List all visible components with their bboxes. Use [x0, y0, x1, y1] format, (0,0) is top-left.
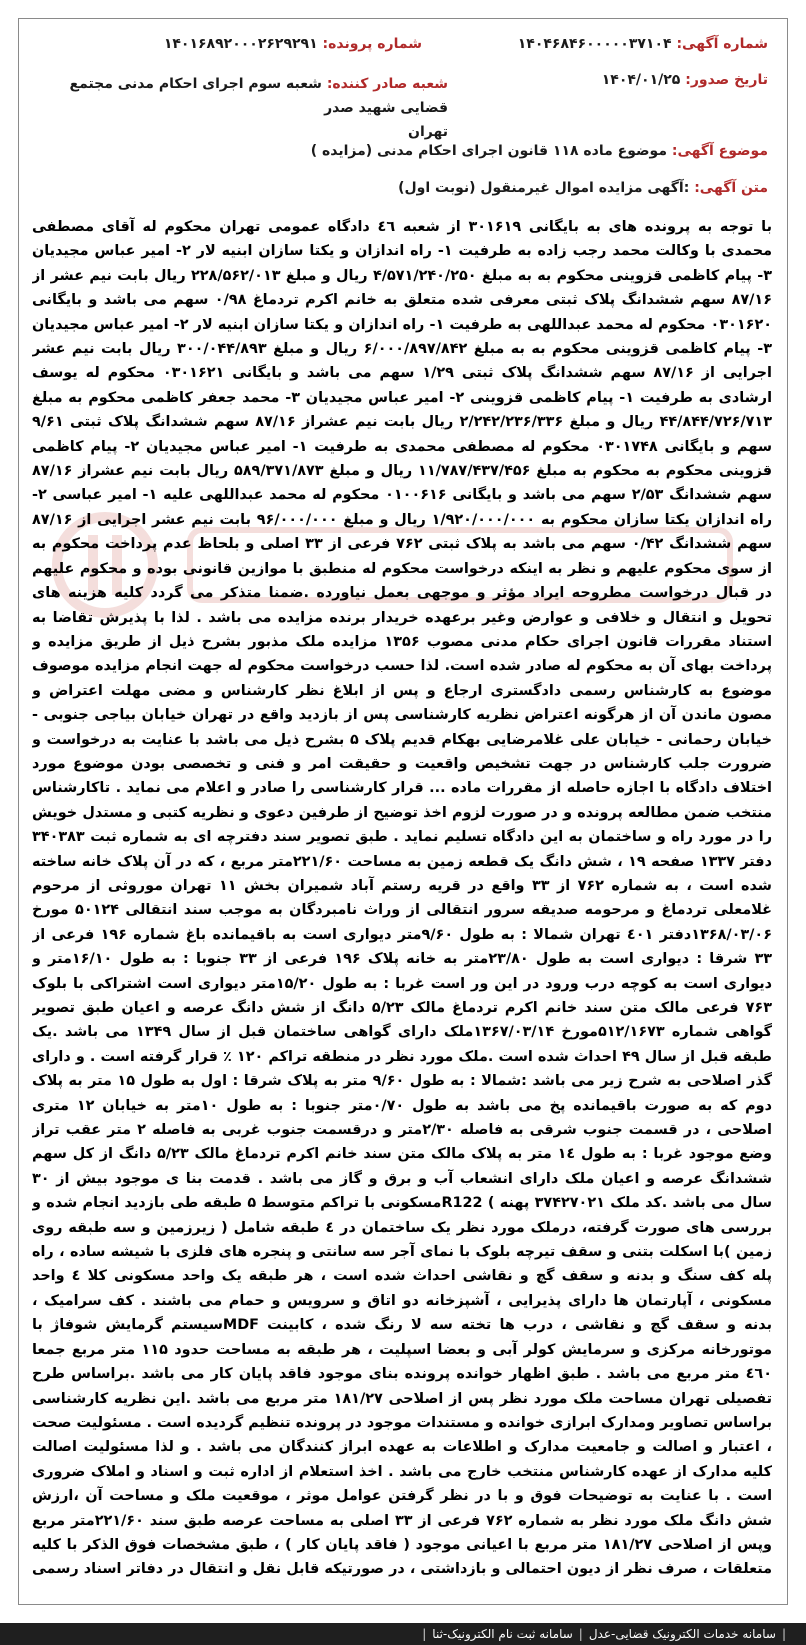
notice-text-title: :آگهی مزایده اموال غیرمنقول (نوبت اول)	[398, 180, 690, 196]
issuing-branch-label: شعبه صادر کننده:	[326, 76, 448, 92]
case-number-label: شماره پرونده:	[322, 36, 422, 52]
issue-date-label: تاریخ صدور:	[685, 72, 768, 88]
notice-text-heading	[398, 180, 768, 196]
notice-text-label: متن آگهی:	[694, 180, 768, 196]
notice-subject-label: موضوع آگهی:	[671, 143, 768, 159]
notice-number-value: ۱۴۰۴۶۸۴۶۰۰۰۰۰۳۷۱۰۴	[517, 36, 672, 52]
notice-body: با توجه به پرونده های به بایگانی ۳۰۱۶۱۹ از شعبه ٤٦ دادگاه عمومی تهران محکوم له آقای مصطفی محمدی با وکالت محمد رجب زاده به طرفیت ۱- راه اندازان و یکتا سازان ابنیه لار ۲- امیر عباس مجیدیان ۳- پیام کاظمی قزوینی محکوم به به مبلغ ۴/۵۷۱/۲۴۰/۲۵۰ ریال و مبلغ ۲۲۸/۵۶۲/۰۱۳ ریال بابت نیم عشر از ۸۷/۱۶ سهم ششدانگ پلاک ثبتی معرفی شده متعلق به خانم اکرم تردماغ ۰/۹۸ سهم می باشد و بایگانی ۰۳۰۱۶۲۰ محکوم له محمد عبداللهی به طرفیت ۱- راه اندازان و یکتا سازان ابنیه لار ۲- امیر عباس مجیدیان ۳- پیام کاظمی قزوینی محکوم به به مبلغ ۶/۰۰۰/۸۹۷/۸۴۲ ریال و مبلغ ۳۰۰/۰۴۴/۸۹۳ ریال بابت نیم عشر اجرایی از ۸۷/۱۶ سهم ششدانگ پلاک ثبتی ۱/۲۹ سهم می باشد و بایگانی ۰۳۰۱۶۲۱ محکوم له یوسف ارشادی به طرفیت ۱- پیام کاظمی قزوینی ۲- امیر عباس مجیدیان ۳- محمد جعفر کاظمی محکوم به مبلغ ۴۴/۸۴۴/۷۲۶/۷۱۳ ریال و مبلغ ۲/۲۴۲/۲۳۶/۳۳۶ ریال بابت نیم عشراز ۸۷/۱۶ سهم ششدانگ پلاک ثبتی ۹/۶۱ سهم و بایگانی ۰۳۰۱۷۴۸ محکوم له مصطفی محمدی به طرفیت ۱- امیر عباس مجیدیان ۲- پیام کاظمی قزوینی محکوم به محکوم به مبلغ ۱۱/۷۸۷/۴۳۷/۴۵۶ ریال و مبلغ ۵۸۹/۳۷۱/۸۷۳ ریال بابت نیم عشراز ۸۷/۱۶ سهم ششدانگ ۲/۵۳ سهم می باشد و بایگانی ۰۱۰۰۶۱۶ محکوم له محمد عبداللهی علیه ۱- امیر عباسی ۲- راه اندازان یکتا سازان محکوم به ۱/۹۲۰/۰۰۰/۰۰۰ ریال و مبلغ ۹۶/۰۰۰/۰۰۰ بابت نیم عشر اجرایی از ۸۷/۱۶ سهم ششدانگ ۰/۴۲ سهم می باشد به پلاک ثبتی ۷۶۲ فرعی از ۳۳ اصلی و بلحاظ عدم پرداخت محکوم به از سوی محکوم علیهم و نظر به اینکه درخواست محکوم له منطبق با موازین قانونی بوده و محکوم علیهم در قبال درخواست مطروحه ایراد مؤثر و موجهی بعمل نیاورده .ضمنا متذکر می گردد کلیه هزینه های تحویل و انتقال و خلافی و عوارض وغیر برعهده خریدار برنده مزایده می باشد . لذا با پذیرش تقاضا به استناد مقررات قانون اجرای حکام مدنی مصوب ۱۳۵۶ مزایده ملک مذبور بشرح ذیل از طریق مزایده و پرداخت بهای آن به محکوم له صادر شده است. لذا حسب درخواست محکوم له جهت انجام مزایده موصوف موضوع به کارشناس رسمی دادگستری ارجاع و پس از ابلاغ نظر کارشناس و مضی مهلت اعتراض و مصون ماندن آن از هرگونه اعتراض نظریه کارشناسی پس از بازدید واقع در تهران خیابان بیاجی جنوبی - خیابان رحمانی - خیابان علی غلامرضایی بهکام قدیم پلاک ۵ بشرح ذیل می باشد با عنایت به درخواست و ضرورت جلب کارشناس در جهت تشخیص واقعیت و حقیقت امر و فنی و تخصصی بودن موضوع مورد اختلاف دادگاه با اجازه حاصله از مقررات ماده ... قرار کارشناسی را صادر و اعلام می نماید . تاکارشناس منتخب ضمن مطالعه پرونده و در صورت لزوم اخذ توضیح از طرفین دعوی و نظریه کتبی و مستدل خویش را در مورد راه و ساختمان به این دادگاه تسلیم نماید . طبق تصویر سند دفترچه ای به شماره ثبت ۳۴۰۳۸۳ دفتر ۱۳۳۷ صفحه ۱۹ ، شش دانگ یک قطعه زمین به مساحت ۲۲۱/۶۰متر مربع ، که در آن پلاک خانه ساخته شده است ، به شماره ۷۶۲ از ۳۳ واقع در قریه رستم آباد شمیران بخش ۱۱ تهران موروثی از مرحوم غلامعلی تردماغ و مرحومه صدیقه سرور انتقالی از وراث نامبردگان به موجب سند انتقالی ۵۰۱۲۴ مورخ ۱۳۶۸/۰۳/۰۶دفتر ٤٠١ تهران شمالا : به طول ۹/۶۰متر دیواری است به باقیمانده باغ شماره ۱۹۶ فرعی از ۳۳ شرقا : دیواری است به طول ۲۳/۸۰متر به خانه پلاک ۱۹۶ فرعی از ۳۳ جنوبا : به طول ۱۶/۱۰متر و دیواری است به کوچه درب ورود در این ور است غربا : به طول ۱۵/۲۰متر دیواری است اشتراکی با بلوک ۷۶۳ فرعی مالک متن سند خانم اکرم تردماغ مالک ۵/۲۳ دانگ از شش دانگ عرصه و اعیان طبق تصویر گواهی شماره ۵۱۲/۱۶۷۳مورخ ۱۳۶۷/۰۳/۱۴ملک دارای گواهی ساختمان قبل از سال ۱۳۴۹ می باشد .یک طبقه قبل از سال ۴۹ احداث شده است .ملک مورد نظر در منطقه تراکم ۱۲۰ ٪ قرار گرفته است . و دارای گذر اصلاحی به شرح زیر می باشد :شمالا : به طول ۹/۶۰ متر به پلاک شرقا : اول به طول ۱۵ متر به پلاک دوم که به صورت باقیمانده پخ می باشد به طول ۰/۷۰متر جنوبا : به طول ۱۰متر به خیابان ۱۲ متری اصلاحی ، در قسمت جنوب شرقی به فاصله ۲/۳۰متر و درقسمت جنوب غربی به فاصله ۲ متر عقب تراز وضع موجود غربا : به طول ۱٤ متر به پلاک مالک متن سند خانم اکرم تردماغ مالک ۵/۲۳ دانگ از کل سهم ششدانگ عرصه و اعیان ملک دارای انشعاب آب و برق و گاز می باشد . قدمت بنا ی موجود بیش از ۳۰ سال می باشد .کد ملک ۳۷۴۲۷۰۲۱ پهنه ) R122مسکونی با تراکم متوسط ۵ طبقه طی بازدید انجام شده و بررسی های صورت گرفته، درملک مورد نظر یک ساختمان در ٤ طبقه شامل ( زیرزمین و سه طبقه روی زمین )با اسکلت بتنی و سقف تیرچه بلوک با نمای آجر سه سانتی و پنجره های فلزی با شیشه ساده ، راه پله کف سنگ و بدنه و سقف گچ و نقاشی احداث شده است ، هر طبقه یک واحد مسکونی کلا ٤ واحد مسکونی ، آپارتمان ها دارای پذیرایی ، آشپزخانه دو اتاق و سرویس و حمام می باشند . کف سرامیک ، بدنه و سقف گچ و نقاشی ، درب ها تخته سه لا رنگ شده ، کابینت MDFسیستم گرمایش شوفاژ با موتورخانه مرکزی و سرمایش کولر آبی و بعضا اسپلیت ، هر طبقه به مساحت حدود ۱۱۵ متر مربع جمعا ٤٦٠ متر مربع می باشد . طبق اظهار خوانده پرونده بنای موجود فاقد پایان کار می باشد .براساس طرح تفصیلی تهران مساحت ملک مورد نظر پس از اصلاحی ۱۸۱/۲۷ متر مربع می باشد .این نظریه کارشناسی براساس تصاویر ومدارک ابرازی خوانده و مستندات موجود در پرونده تنظیم گردیده است . مسئولیت صحت ، اعتبار و اصالت و جامعیت مدارک و اطلاعات به عهده ابراز کنندگان می باشد . و لذا مسئولیت اصالت کلیه مدارک از عهده کارشناس منتخب خارج می باشد . اخذ استعلام از اداره ثبت و اسناد و املاک ضروری است . با عنایت به توضیحات فوق و با در نظر گرفتن عوامل موثر ، موقعیت ملک و مساحت آن ،ارزش شش دانگ ملک مورد نظر به شماره ۷۶۲ فرعی از ۳۳ اصلی به مساحت عرصه طبق سند ۲۲۱/۶۰متر مربع وپس از اصلاحی ۱۸۱/۲۷ متر مربع با اعیانی موجود ( فاقد پایان کار ) ، طبق مشخصات فوق الذکر با کلیه متعلقات ، صرف نظر از دیون احتمالی و بازداشتی ، در صورتیکه قابل نقل و انتقال در دفاتر اسناد رسمی	[32, 219, 772, 1578]
notice-number-label: شماره آگهی:	[676, 36, 768, 52]
case-number	[164, 36, 422, 52]
footer-link-sana[interactable]: سامانه ثبت نام الکترونیک-ثنا	[432, 1627, 573, 1641]
case-number-value: ۱۴۰۱۶۸۹۲۰۰۰۲۶۲۹۲۹۱	[163, 36, 318, 52]
footer-link-adl[interactable]: سامانه خدمات الکترونیک قضایی-عدل	[588, 1627, 776, 1641]
footer-separator: |	[578, 1627, 583, 1641]
footer-separator: |	[781, 1627, 786, 1641]
notice-subject	[311, 143, 768, 159]
issuing-branch-value-line2: تهران	[408, 124, 448, 140]
footer-bar	[0, 1623, 806, 1645]
issue-date	[602, 72, 768, 88]
notice-number	[518, 36, 768, 52]
issuing-branch-value: شعبه سوم اجرای احکام مدنی مجتمع قضایی شهید صدر	[69, 76, 448, 116]
issuing-branch	[28, 72, 448, 144]
notice-subject-value: موضوع ماده ۱۱۸ قانون اجرای احکام مدنی (مزایده )	[310, 143, 667, 159]
issue-date-value: ۱۴۰۴/۰۱/۲۵	[601, 72, 681, 88]
footer-separator: |	[422, 1627, 427, 1641]
